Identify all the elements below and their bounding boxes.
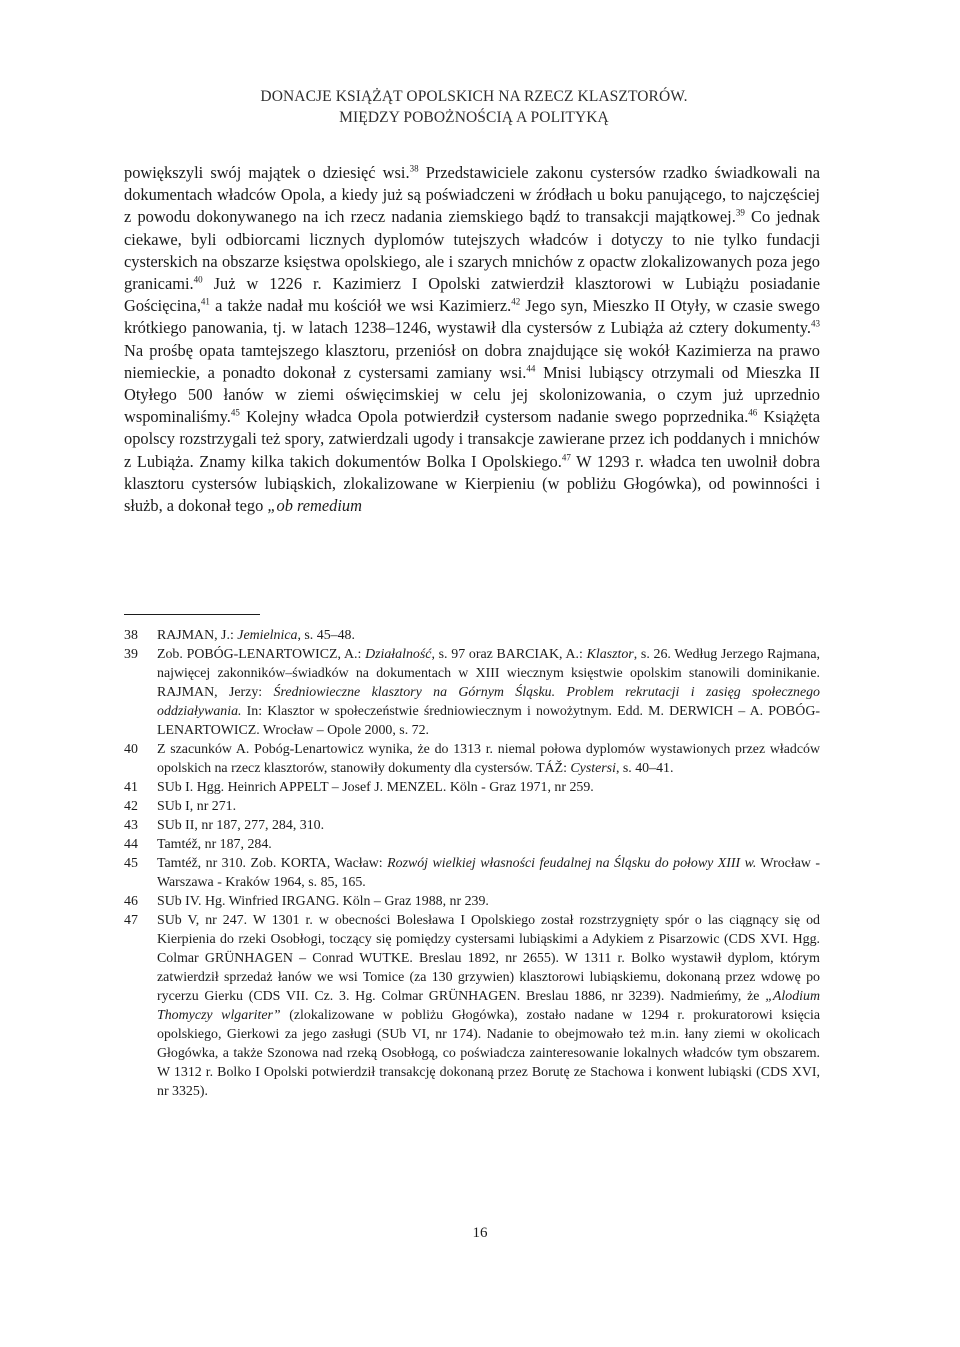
footnotes-section — [124, 626, 820, 1101]
footnote-ref-40[interactable]: 40 — [193, 274, 203, 285]
footnote-46 — [124, 892, 820, 911]
footnote-ref-38[interactable]: 38 — [409, 163, 419, 174]
footnote-italic: Rozwój wielkiej własności feudalnej na Śląsku do połowy XIII w. — [387, 856, 757, 871]
footnote-number: 42 — [124, 799, 138, 814]
body-segment: Mnisi lubiąscy otrzymali od Mieszka II Otyłego 500 łanów w ziemi oświęcimskiej w celu jej skolonizowania, o czym już uprzednio wspominaliśmy. — [124, 362, 821, 427]
footnote-text — [157, 854, 820, 892]
footnote-ref-45[interactable]: 45 — [230, 407, 240, 418]
footnote-text — [157, 911, 820, 1101]
footnote-ref-44[interactable]: 44 — [526, 363, 536, 374]
footnote-ref-43[interactable]: 43 — [811, 318, 820, 329]
footnote-43 — [124, 816, 820, 835]
footnote-45 — [124, 854, 820, 892]
body-segment: Przedstawiciele zakonu cystersów rzadko świadkowali na dokumentach władców Opola, a kiedy już są poświadczeni w źródłach u boku panującego, to najczęściej z powodu dokonywanego na ich rzecz nadania ziemskiego bądź to transakcji majątkowej. — [124, 163, 820, 227]
footnote-number: 44 — [124, 837, 138, 852]
footnote-text: SUb II, nr 187, 277, 284, 310. — [157, 818, 325, 833]
footnote-41 — [124, 778, 820, 797]
footnote-segment: In: Klasztor w społeczeństwie średniowiecznym i nowożytnym. Edd. M. DERWICH – A. POBÓG-LENARTOWICZ. Wrocław – Opole 2000, s. 72. — [157, 704, 820, 738]
body-segment: W 1293 r. władca ten uwolnił dobra klasztoru cystersów lubiąskich, zlokalizowane w Kierpieniu (w pobliżu Głogówka), od powinności i służb, a dokonał tego — [124, 451, 820, 516]
body-segment: Co jednak ciekawe, byli odbiorcami licznych dyplomów tutejszych władców i dotyczy to nie tylko fundacji cysterskich na obszarze księstwa opolskiego, ale i szarych mnichów z opactw zlokalizowanych poza jego granicami. — [124, 207, 821, 294]
running-header — [124, 86, 824, 128]
footnote-number: 43 — [124, 818, 138, 833]
footnote-ref-41[interactable]: 41 — [200, 296, 210, 307]
footnote-number: 45 — [124, 856, 138, 871]
footnote-segment: Zob. POBÓG-LENARTOWICZ, A.: — [157, 647, 366, 662]
body-segment: Już w 1226 r. Kazimierz I Opolski zatwierdził klasztorowi w Lubiążu posiadanie Gościęcina, — [124, 274, 820, 316]
footnote-italic: „Alodium Thomyczy wlgariter” — [157, 989, 820, 1023]
footnote-40 — [124, 740, 820, 778]
footnote-number: 47 — [124, 913, 138, 928]
footnote-segment: RAJMAN, J.: — [157, 628, 238, 643]
footnote-segment: , s. 26. Według Jerzego Rajmana, najwięcej zakonników–świadków na dokumentach w XIII wiecznym księstwie opolskim stanowili dominikanie. RAJMAN, Jerzy: — [157, 647, 820, 700]
footnote-segment: Tamtéž, nr 310. Zob. KORTA, Wacław: — [157, 856, 388, 871]
footnote-separator — [124, 614, 260, 615]
footnote-italic: Średniowieczne klasztory na Górnym Śląsku. Problem rekrutacji i zasięg społecznego oddziaływania. — [157, 685, 821, 719]
footnote-segment: SUb V, nr 247. W 1301 r. w obecności Bolesława I Opolskiego został rozstrzygnięty spór o las ciągnący się od Kierpienia do rzeki Osobłogi, toczący się pomiędzy cystersami lubiąskimi a Adykiem z Pisarzowic (CDS XVI. Hgg. Colmar GRÜNHAGEN – Conrad WUTKE. Breslau 1892, nr 2655). W 1311 r. Bolko wystawił dyplom, którym zatwierdził sprzedaż łanów we wsi Tomice (za 130 grzywien) klasztorowi lubiąskiemu, dokonaną przez wdowę po rycerzu Gierku (CDS VII. Cz. 3. Hg. Colmar GRÜNHAGEN. Breslau 1886, nr 3239). Nadmieńmy, że — [157, 913, 820, 1004]
body-segment: Książęta opolscy rozstrzygali też spory, zatwierdzali ugody i transakcje zawierane przez ich poddanych i mnichów z Lubiąża. Znamy kilka takich dokumentów Bolka I Opolskiego. — [124, 407, 820, 471]
main-paragraph — [124, 162, 820, 517]
footnote-segment: Z szacunków A. Pobóg-Lenartowicz wynika, że do 1313 r. niemal połowa dyplomów wystawionych przez władców opolskich na rzecz klasztorów, stanowiły dokumenty dla cystersów. TÁŽ: — [157, 742, 820, 776]
footnote-italic: Cystersi — [570, 761, 616, 776]
footnote-text: SUb I, nr 271. — [157, 799, 237, 814]
footnote-44 — [124, 835, 820, 854]
footnote-number: 40 — [124, 742, 138, 757]
page-number: 16 — [472, 1225, 488, 1241]
footnote-text — [157, 645, 820, 740]
footnote-47 — [124, 911, 820, 1101]
footnote-number: 41 — [124, 780, 138, 795]
footnote-number: 46 — [124, 894, 138, 909]
footnote-segment: , s. 97 oraz BARCIAK, A.: — [431, 647, 587, 662]
footnote-42 — [124, 797, 820, 816]
footnote-ref-42[interactable]: 42 — [511, 296, 521, 307]
footnote-number: 38 — [124, 628, 138, 643]
body-segment: Na prośbę opata tamtejszego klasztoru, przeniósł on dobra znajdujące się wokół Kazimierza na prawo niemieckie, a ponadto dokonał z cystersami zamiany wsi. — [124, 340, 820, 382]
body-segment: Kolejny władca Opola potwierdził cystersom nadanie swego poprzednika. — [239, 407, 749, 427]
footnote-text: SUb I. Hgg. Heinrich APPELT – Josef J. MENZEL. Köln - Graz 1971, nr 259. — [157, 780, 594, 795]
footnote-ref-39[interactable]: 39 — [735, 207, 745, 218]
footnote-text — [157, 740, 820, 778]
footnote-ref-46[interactable]: 46 — [748, 407, 758, 418]
footnote-italic: Działalność — [365, 647, 432, 662]
body-segment: Jego syn, Mieszko II Otyły, w czasie swego krótkiego panowania, tj. w latach 1238–1246, wystawił dla cystersów z Lubiąża aż cztery dokumenty. — [124, 296, 820, 338]
footnote-ref-47[interactable]: 47 — [561, 452, 571, 463]
footnote-segment: Wrocław - Warszawa - Kraków 1964, s. 85, 165. — [157, 856, 820, 890]
body-segment-italic: „ob remedium — [267, 496, 362, 516]
footnote-text: Tamtéž, nr 187, 284. — [157, 837, 272, 852]
body-segment: powiększyli swój majątek o dziesięć wsi. — [124, 163, 410, 182]
footnote-segment: , s. 40–41. — [615, 761, 674, 776]
footnote-italic: Jemielnica — [237, 628, 298, 643]
running-header-line-2: MIĘDZY POBOŻNOŚCIĄ A POLITYKĄ — [339, 109, 609, 126]
footnote-38 — [124, 626, 820, 645]
footnote-39 — [124, 645, 820, 740]
footnote-segment: (zlokalizowane w pobliżu Głogówka), zostało nadane w 1294 r. prokuratorowi księcia opolskiego, Gierkowi za jego zasługi (SUb VI, nr 174). Nadanie to obejmowało też m.in. łany ziemi w okolicach Głogówka, a także Szonowa nad rzeką Osobłogą, co poświadcza zainteresowanie lokalnych władców tym obszarem. W 1312 r. Bolko I Opolski potwierdził transakcję dokonaną przez Borutę ze Stachowa i konwent lubiąski (CDS XVI, nr 3325). — [157, 1008, 820, 1099]
body-segment: a także nadał mu kościół we wsi Kazimierz. — [209, 296, 512, 316]
footnote-text: SUb IV. Hg. Winfried IRGANG. Köln – Graz 1988, nr 239. — [157, 894, 489, 909]
running-header-line-1: DONACJE KSIĄŻĄT OPOLSKICH NA RZECZ KLASZTORÓW. — [260, 88, 688, 105]
footnote-italic: Klasztor — [586, 647, 634, 662]
footnote-number: 39 — [124, 647, 138, 662]
footnote-text — [157, 626, 820, 645]
footnote-segment: , s. 45–48. — [297, 628, 355, 643]
